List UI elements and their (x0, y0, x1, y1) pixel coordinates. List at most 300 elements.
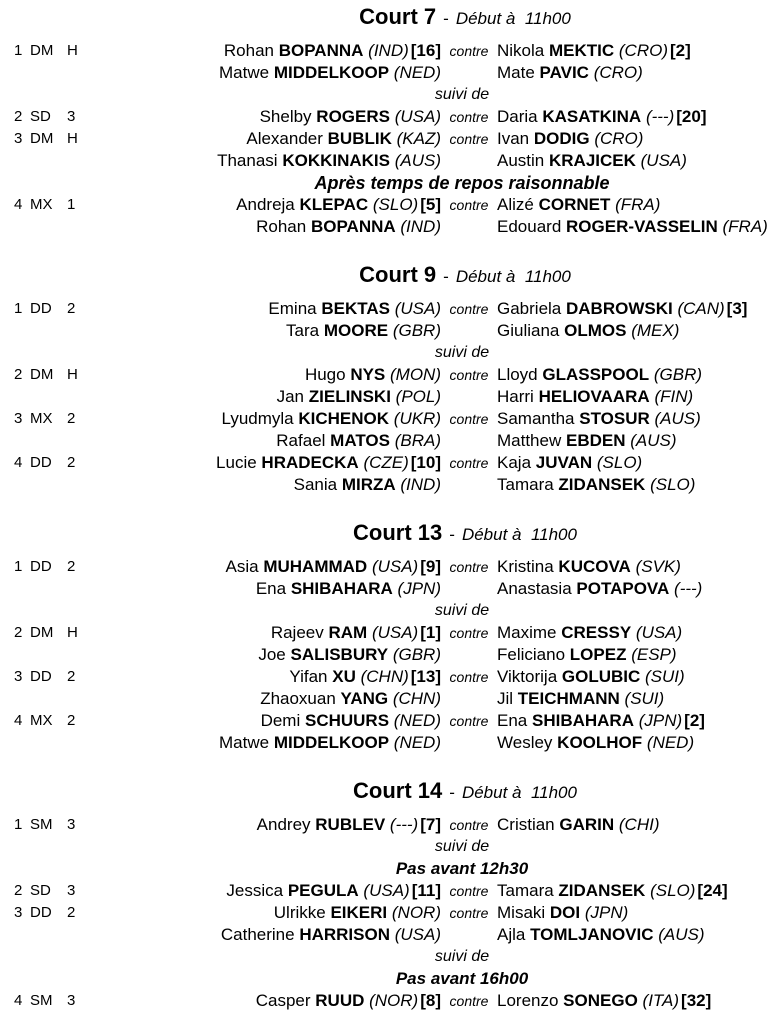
match-label (0, 924, 90, 946)
player-first-name: Sania (293, 475, 338, 494)
match-round: 3 (67, 108, 76, 125)
match-row (0, 644, 777, 666)
player-first-name: Feliciano (497, 645, 566, 664)
contre-label: contre (449, 883, 489, 899)
player-last-name: SCHUURS (304, 711, 390, 730)
match-row (0, 880, 777, 902)
match-number: 2 (14, 882, 23, 899)
match-round: H (67, 130, 78, 147)
player-name (216, 453, 441, 472)
court-header (153, 778, 777, 803)
player-name (497, 409, 701, 428)
player-name (497, 387, 693, 406)
player-nationality: (FRA) (615, 195, 661, 214)
player-name (497, 645, 677, 664)
match-row (0, 990, 777, 1012)
player-last-name: HRADECKA (261, 453, 359, 472)
match-category: DM (30, 624, 54, 641)
match-label (0, 150, 90, 172)
player-name (497, 365, 702, 384)
player-nationality: (CAN) (677, 299, 725, 318)
player-last-name: MOORE (323, 321, 389, 340)
player-nationality: (CHN) (392, 689, 441, 708)
player-first-name: Wesley (497, 733, 553, 752)
player-seed: [16] (410, 41, 441, 60)
player-name (497, 475, 695, 494)
player-nationality: (IND) (368, 41, 409, 60)
team-left (90, 62, 441, 84)
player-last-name: XU (332, 667, 356, 686)
match-round: 3 (67, 882, 76, 899)
player-first-name: Kaja (497, 453, 532, 472)
player-name (256, 217, 441, 236)
team-right (497, 40, 777, 62)
team-right (497, 622, 777, 644)
team-left (90, 194, 441, 216)
player-name (497, 431, 677, 450)
team-right (497, 364, 777, 386)
match-row (0, 902, 777, 924)
match-label (0, 452, 90, 474)
match-number: 1 (14, 42, 23, 59)
match-category: DD (30, 558, 52, 575)
match-number: 1 (14, 300, 23, 317)
player-seed: [13] (410, 667, 441, 686)
contre-cell (441, 298, 497, 320)
player-nationality: (FRA) (722, 217, 768, 236)
match-round: H (67, 42, 78, 59)
player-nationality: (CHI) (618, 815, 660, 834)
player-nationality: (SLO) (650, 475, 696, 494)
player-nationality: (JPN) (638, 711, 683, 730)
player-nationality: (GBR) (392, 321, 441, 340)
match-number: 2 (14, 624, 23, 641)
player-nationality: (KAZ) (396, 129, 441, 148)
match-row (0, 578, 777, 600)
team-left (90, 128, 441, 150)
court-start-time: Début à 11h00 (461, 525, 577, 544)
player-last-name: JUVAN (535, 453, 593, 472)
player-nationality: (USA) (371, 623, 419, 642)
match-row (0, 128, 777, 150)
team-left (90, 732, 441, 754)
team-right (497, 408, 777, 430)
team-left (90, 474, 441, 496)
match-row (0, 194, 777, 216)
player-first-name: Daria (497, 107, 538, 126)
player-name (497, 925, 705, 944)
court-start-time: Début à 11h00 (455, 9, 571, 28)
team-left (90, 298, 441, 320)
player-name (257, 815, 441, 834)
match-category: DM (30, 130, 54, 147)
match-number: 4 (14, 454, 23, 471)
player-name (286, 321, 441, 340)
player-name (497, 41, 691, 60)
player-name (497, 579, 702, 598)
match-row (0, 364, 777, 386)
player-last-name: OLMOS (564, 321, 627, 340)
player-nationality: (NED) (393, 63, 441, 82)
team-left (90, 320, 441, 342)
player-nationality: (CRO) (593, 63, 643, 82)
match-row (0, 556, 777, 578)
player-last-name: DABROWSKI (566, 299, 673, 318)
player-nationality: (ITA) (642, 991, 680, 1010)
player-name (497, 453, 642, 472)
player-nationality: (USA) (394, 107, 441, 126)
match-round: 2 (67, 668, 76, 685)
player-first-name: Cristian (497, 815, 555, 834)
player-nationality: (GBR) (392, 645, 441, 664)
match-number: 3 (14, 130, 23, 147)
team-right (497, 386, 777, 408)
contre-cell (441, 216, 497, 238)
match-number: 3 (14, 410, 23, 427)
player-nationality: (SLO) (372, 195, 419, 214)
team-right (497, 710, 777, 732)
court-block (0, 778, 777, 1012)
match-row (0, 106, 777, 128)
match-label (0, 474, 90, 496)
player-last-name: YANG (340, 689, 389, 708)
match-round: H (67, 624, 78, 641)
match-label (0, 880, 90, 902)
contre-cell (441, 880, 497, 902)
match-row (0, 688, 777, 710)
contre-label: contre (449, 817, 489, 833)
player-first-name: Ulrikke (273, 903, 326, 922)
contre-cell (441, 430, 497, 452)
player-name (260, 689, 441, 708)
player-name (258, 645, 441, 664)
team-left (90, 814, 441, 836)
player-name (256, 579, 441, 598)
player-nationality: (NOR) (391, 903, 441, 922)
team-left (90, 710, 441, 732)
team-right (497, 666, 777, 688)
player-first-name: Joe (258, 645, 286, 664)
player-first-name: Rafael (276, 431, 326, 450)
player-nationality: (UKR) (393, 409, 441, 428)
team-left (90, 216, 441, 238)
match-row (0, 924, 777, 946)
match-category: MX (30, 712, 53, 729)
contre-label: contre (449, 625, 489, 641)
team-right (497, 216, 777, 238)
player-name (246, 129, 441, 148)
contre-cell (441, 150, 497, 172)
team-right (497, 150, 777, 172)
player-nationality: (---) (674, 579, 703, 598)
team-right (497, 194, 777, 216)
match-number: 2 (14, 108, 23, 125)
player-last-name: CORNET (538, 195, 611, 214)
match-row (0, 814, 777, 836)
match-row (0, 710, 777, 732)
player-last-name: KLEPAC (299, 195, 369, 214)
match-label (0, 430, 90, 452)
player-first-name: Ajla (497, 925, 526, 944)
contre-cell (441, 902, 497, 924)
contre-label: contre (449, 455, 489, 471)
team-left (90, 578, 441, 600)
player-name (226, 881, 441, 900)
player-nationality: (IND) (400, 475, 441, 494)
player-last-name: KASATKINA (542, 107, 642, 126)
schedule-note: suivi de (434, 948, 490, 965)
match-number: 4 (14, 992, 23, 1009)
schedule-note: suivi de (434, 86, 490, 103)
match-number: 1 (14, 816, 23, 833)
contre-label: contre (449, 43, 489, 59)
player-last-name: TEICHMANN (517, 689, 620, 708)
player-nationality: (SVK) (635, 557, 681, 576)
player-last-name: GLASSPOOL (542, 365, 650, 384)
contre-cell (441, 990, 497, 1012)
match-round: 2 (67, 300, 76, 317)
player-last-name: RAM (328, 623, 368, 642)
player-first-name: Misaki (497, 903, 546, 922)
match-category: MX (30, 196, 53, 213)
team-left (90, 408, 441, 430)
match-category: DD (30, 668, 52, 685)
contre-cell (441, 622, 497, 644)
match-label (0, 622, 90, 644)
match-number: 3 (14, 904, 23, 921)
player-name (497, 881, 728, 900)
match-row (0, 150, 777, 172)
player-last-name: ZIDANSEK (558, 881, 646, 900)
player-nationality: (POL) (395, 387, 441, 406)
player-last-name: MIDDELKOOP (273, 63, 390, 82)
player-nationality: (GBR) (653, 365, 703, 384)
match-label (0, 216, 90, 238)
player-last-name: KOKKINAKIS (282, 151, 390, 170)
court-title-separator: - (449, 525, 455, 544)
team-left (90, 556, 441, 578)
team-left (90, 666, 441, 688)
player-first-name: Thanasi (217, 151, 278, 170)
player-last-name: LOPEZ (569, 645, 627, 664)
player-last-name: BEKTAS (321, 299, 390, 318)
player-last-name: SONEGO (563, 991, 638, 1010)
contre-cell (441, 556, 497, 578)
player-nationality: (NED) (646, 733, 695, 752)
player-nationality: (AUS) (394, 151, 441, 170)
player-name (305, 365, 441, 384)
player-seed: [2] (684, 711, 705, 730)
court-start-time: Début à 11h00 (461, 783, 577, 802)
contre-cell (441, 688, 497, 710)
match-row (0, 666, 777, 688)
match-label (0, 106, 90, 128)
player-last-name: KOOLHOF (557, 733, 643, 752)
team-right (497, 902, 777, 924)
match-row (0, 40, 777, 62)
player-name (497, 689, 664, 708)
player-nationality: (USA) (363, 881, 410, 900)
player-nationality: (AUS) (654, 409, 701, 428)
player-first-name: Tamara (497, 881, 554, 900)
team-right (497, 688, 777, 710)
player-name (497, 711, 705, 730)
player-nationality: (ESP) (631, 645, 677, 664)
player-nationality: (SLO) (596, 453, 643, 472)
match-label (0, 688, 90, 710)
player-first-name: Samantha (497, 409, 575, 428)
match-row (0, 298, 777, 320)
contre-cell (441, 40, 497, 62)
player-last-name: TOMLJANOVIC (530, 925, 654, 944)
player-first-name: Austin (497, 151, 545, 170)
match-number: 4 (14, 196, 23, 213)
player-seed: [10] (410, 453, 441, 472)
team-right (497, 452, 777, 474)
match-label (0, 732, 90, 754)
court-block (0, 262, 777, 496)
player-first-name: Kristina (497, 557, 554, 576)
player-first-name: Lloyd (497, 365, 538, 384)
match-category: SD (30, 108, 51, 125)
player-first-name: Matthew (497, 431, 562, 450)
player-first-name: Asia (225, 557, 259, 576)
player-first-name: Anastasia (497, 579, 572, 598)
player-name (261, 711, 441, 730)
player-seed: [11] (411, 881, 441, 900)
team-right (497, 732, 777, 754)
court-title: Court 14 (353, 778, 443, 803)
contre-cell (441, 364, 497, 386)
player-first-name: Lyudmyla (221, 409, 294, 428)
court-block (0, 4, 777, 238)
match-label (0, 194, 90, 216)
contre-label: contre (449, 905, 489, 921)
team-right (497, 578, 777, 600)
match-label (0, 128, 90, 150)
player-first-name: Maxime (497, 623, 557, 642)
match-round: 3 (67, 816, 76, 833)
player-last-name: ROGERS (316, 107, 390, 126)
schedule-note: suivi de (434, 602, 490, 619)
player-first-name: Ena (255, 579, 287, 598)
player-last-name: SHIBAHARA (290, 579, 393, 598)
player-first-name: Harri (497, 387, 534, 406)
player-last-name: MATOS (330, 431, 390, 450)
court-start-time: Début à 11h00 (455, 267, 571, 286)
player-name (276, 431, 441, 450)
match-label (0, 298, 90, 320)
player-name (222, 409, 442, 428)
team-left (90, 452, 441, 474)
player-first-name: Casper (255, 991, 311, 1010)
player-first-name: Giuliana (497, 321, 560, 340)
match-row (0, 408, 777, 430)
player-first-name: Tara (286, 321, 320, 340)
player-nationality: (USA) (371, 557, 419, 576)
player-nationality: (SLO) (650, 881, 696, 900)
player-first-name: Yifan (289, 667, 328, 686)
match-label (0, 644, 90, 666)
contre-cell (441, 386, 497, 408)
player-last-name: SALISBURY (290, 645, 389, 664)
player-last-name: BUBLIK (327, 129, 392, 148)
player-nationality: (CRO) (618, 41, 668, 60)
player-first-name: Alexander (246, 129, 323, 148)
match-row (0, 452, 777, 474)
player-name (497, 557, 681, 576)
match-category: SM (30, 816, 53, 833)
player-nationality: (SUI) (624, 689, 665, 708)
team-left (90, 990, 441, 1012)
team-right (497, 924, 777, 946)
contre-cell (441, 452, 497, 474)
player-name (260, 107, 441, 126)
match-round: 2 (67, 454, 76, 471)
player-first-name: Nikola (497, 41, 545, 60)
player-last-name: KRAJICEK (548, 151, 636, 170)
team-right (497, 128, 777, 150)
player-seed: [32] (681, 991, 712, 1010)
contre-cell (441, 732, 497, 754)
court-title-separator: - (443, 267, 449, 286)
contre-label: contre (449, 713, 489, 729)
schedule-note: suivi de (434, 838, 490, 855)
contre-label: contre (449, 109, 489, 125)
player-seed: [5] (420, 195, 441, 214)
player-name (497, 321, 679, 340)
player-name (497, 815, 659, 834)
match-label (0, 990, 90, 1012)
match-category: DM (30, 42, 54, 59)
match-round: 1 (67, 196, 76, 213)
player-name (217, 151, 441, 170)
player-nationality: (AUS) (630, 431, 677, 450)
player-last-name: ZIELINSKI (308, 387, 391, 406)
player-last-name: DOI (549, 903, 581, 922)
team-left (90, 150, 441, 172)
player-nationality: (USA) (394, 925, 441, 944)
player-name (497, 667, 685, 686)
player-nationality: (AUS) (658, 925, 705, 944)
schedule-note: Pas avant 16h00 (395, 969, 529, 988)
player-name (274, 903, 441, 922)
player-last-name: MIDDELKOOP (273, 733, 390, 752)
match-row (0, 216, 777, 238)
court-header (153, 520, 777, 545)
player-name (497, 195, 660, 214)
player-first-name: Hugo (304, 365, 346, 384)
player-nationality: (---) (645, 107, 675, 126)
player-name (277, 387, 441, 406)
player-last-name: RUUD (315, 991, 365, 1010)
contre-cell (441, 62, 497, 84)
match-label (0, 62, 90, 84)
player-name (271, 623, 441, 642)
contre-label: contre (449, 669, 489, 685)
team-left (90, 622, 441, 644)
match-round: 3 (67, 992, 76, 1009)
court-header (153, 262, 777, 287)
player-name (497, 107, 707, 126)
match-label (0, 710, 90, 732)
match-category: SM (30, 992, 53, 1009)
team-right (497, 298, 777, 320)
match-category: SD (30, 882, 51, 899)
match-number: 3 (14, 668, 23, 685)
player-nationality: (NED) (393, 733, 441, 752)
player-name (497, 903, 628, 922)
